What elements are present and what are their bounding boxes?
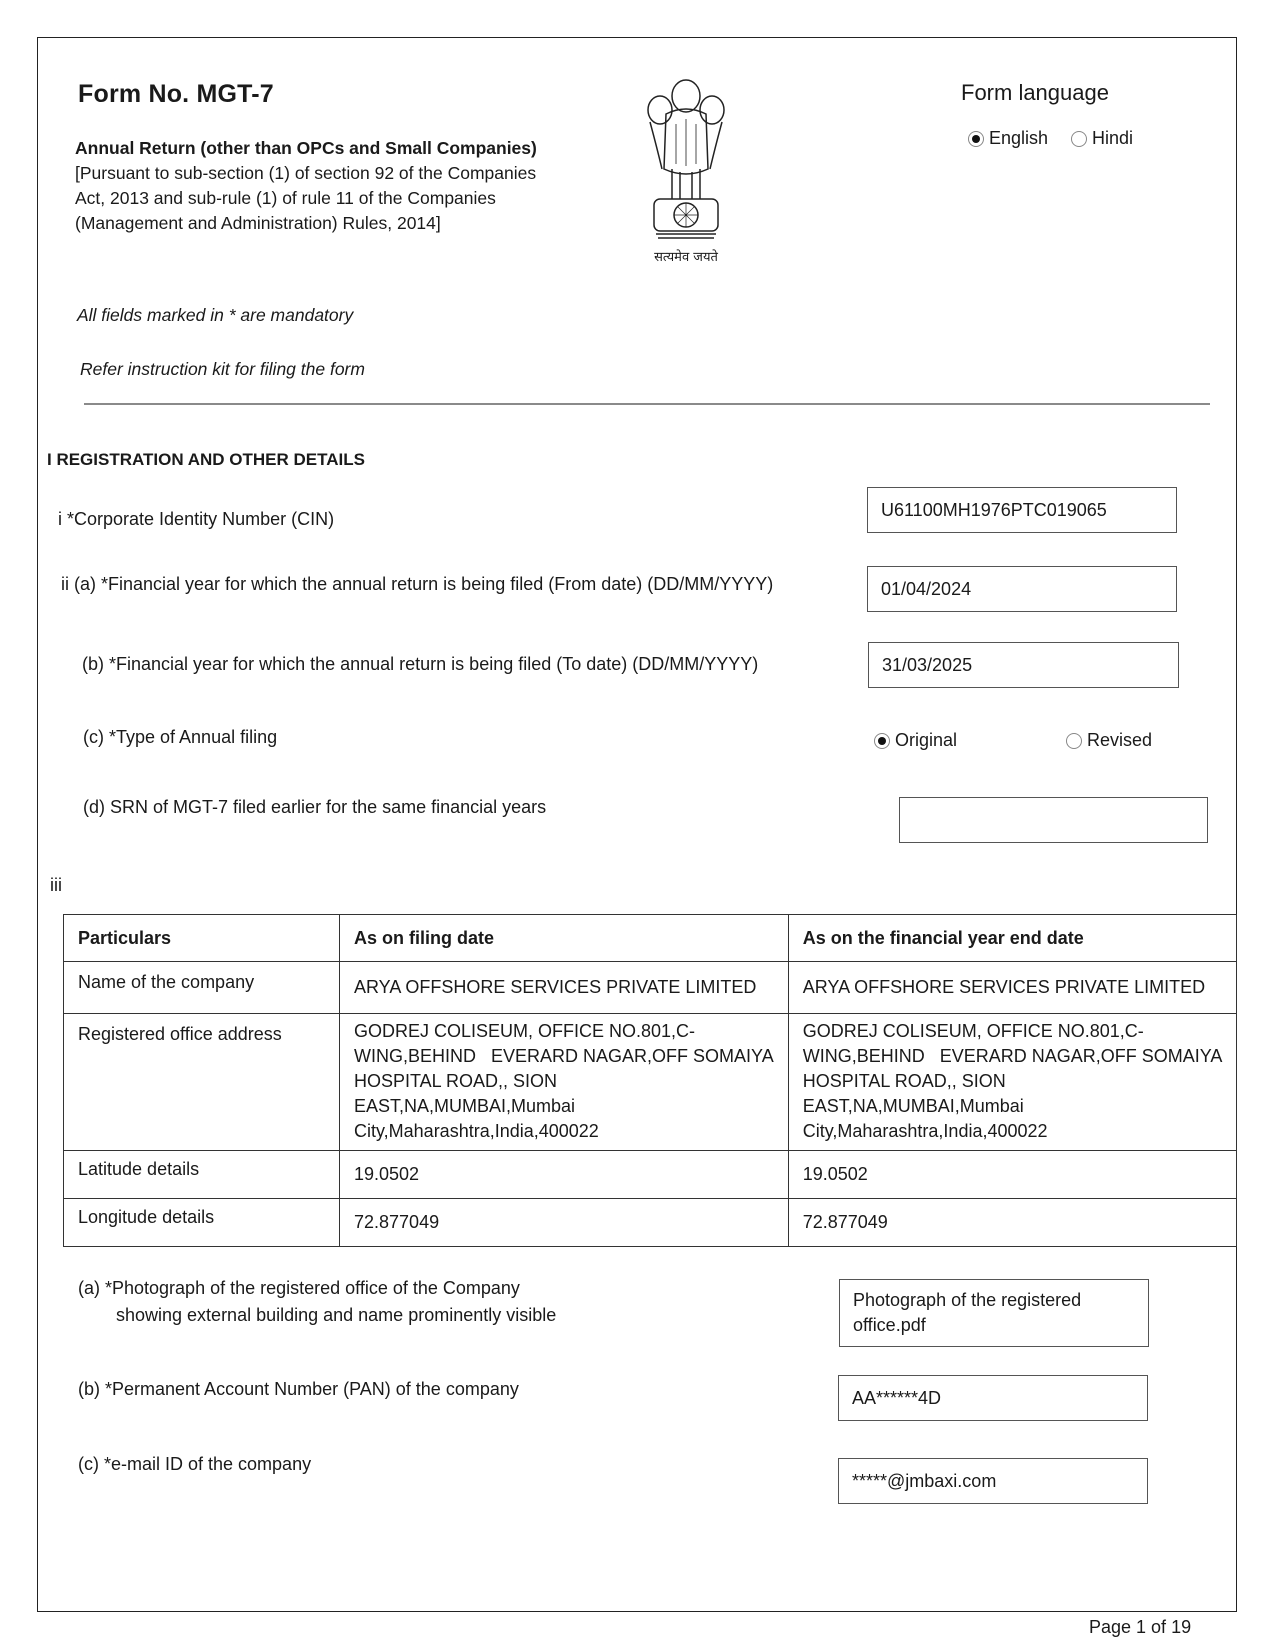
- address-line: GODREJ COLISEUM, OFFICE NO.801,C-: [802, 1021, 1144, 1041]
- header-divider: [84, 403, 1210, 405]
- radio-revised[interactable]: [1066, 733, 1082, 749]
- fy-end-cell: ARYA OFFSHORE SERVICES PRIVATE LIMITED: [788, 962, 1237, 1014]
- section-title: I REGISTRATION AND OTHER DETAILS: [47, 450, 365, 469]
- photo-label-line: showing external building and name prominently visible: [116, 1305, 557, 1325]
- instruction-note: Refer instruction kit for filing the form: [80, 359, 365, 379]
- fy-to-value: 31/03/2025: [882, 654, 973, 675]
- filing-option-revised[interactable]: [1066, 730, 1152, 751]
- address-line: GODREJ COLISEUM, OFFICE NO.801,C-: [354, 1021, 696, 1041]
- address-line: WING,BEHIND EVERARD NAGAR,OFF SOMAIYA: [802, 1046, 1223, 1066]
- filing-type-label: (c) *Type of Annual filing: [83, 727, 278, 747]
- fy-to-field[interactable]: [868, 642, 1179, 688]
- language-option-english[interactable]: [968, 128, 1048, 149]
- cin-label: i *Corporate Identity Number (CIN): [58, 509, 335, 529]
- form-language-title: Form language: [961, 80, 1109, 105]
- table-header-row: [64, 915, 1237, 962]
- radio-english[interactable]: [968, 131, 984, 147]
- pan-value: AA******4D: [852, 1387, 942, 1408]
- page-number: Page 1 of 19: [1089, 1617, 1192, 1637]
- photo-file-name: office.pdf: [853, 1315, 926, 1335]
- mandatory-note: All fields marked in * are mandatory: [77, 305, 354, 325]
- radio-hindi[interactable]: [1071, 131, 1087, 147]
- header-fy-end-date: As on the financial year end date: [788, 915, 1237, 962]
- form-title: Annual Return (other than OPCs and Small Companies): [75, 138, 537, 158]
- email-label: (c) *e-mail ID of the company: [78, 1454, 312, 1474]
- photo-label-line: (a) *Photograph of the registered office of the Company: [78, 1278, 520, 1298]
- radio-original[interactable]: [874, 733, 890, 749]
- pan-field[interactable]: [838, 1375, 1148, 1421]
- email-field[interactable]: [838, 1458, 1148, 1504]
- state-emblem-icon: [636, 74, 736, 264]
- email-value: *****@jmbaxi.com: [852, 1470, 997, 1491]
- photo-file-name: Photograph of the registered: [853, 1290, 1082, 1310]
- form-number-title: Form No. MGT-7: [78, 80, 274, 108]
- srn-label: (d) SRN of MGT-7 filed earlier for the same financial years: [83, 797, 547, 817]
- filing-original-label: Original: [895, 730, 958, 750]
- language-english-label: English: [989, 128, 1049, 148]
- filing-cell: 19.0502: [340, 1151, 789, 1199]
- photo-attachment-field[interactable]: [839, 1279, 1149, 1347]
- table-row: [64, 1151, 1237, 1199]
- filing-revised-label: Revised: [1087, 730, 1153, 750]
- fy-to-label: (b) *Financial year for which the annual return is being filed (To date) (DD/MM/YYYY): [82, 654, 759, 674]
- filing-cell: ARYA OFFSHORE SERVICES PRIVATE LIMITED: [340, 962, 789, 1014]
- particular-cell: Registered office address: [64, 1014, 340, 1151]
- photo-label: [78, 1275, 556, 1329]
- fy-from-field[interactable]: [867, 566, 1177, 612]
- fy-end-address-cell: [788, 1014, 1237, 1151]
- fy-end-cell: 72.877049: [788, 1199, 1237, 1247]
- table-row: [64, 962, 1237, 1014]
- table-row: [64, 1199, 1237, 1247]
- particular-cell: Latitude details: [64, 1151, 340, 1199]
- pan-label: (b) *Permanent Account Number (PAN) of the company: [78, 1379, 519, 1399]
- fy-from-label: ii (a) *Financial year for which the annual return is being filed (From date) (DD/MM/YYYY): [61, 574, 774, 594]
- filing-address-cell: [340, 1014, 789, 1151]
- address-line: HOSPITAL ROAD,, SION: [802, 1071, 1006, 1091]
- fy-from-value: 01/04/2024: [881, 578, 972, 599]
- filing-option-original[interactable]: [874, 730, 957, 751]
- address-line: WING,BEHIND EVERARD NAGAR,OFF SOMAIYA: [354, 1046, 774, 1066]
- filing-cell: 72.877049: [340, 1199, 789, 1247]
- address-line: EAST,NA,MUMBAI,Mumbai: [802, 1096, 1024, 1116]
- address-line: City,Maharashtra,India,400022: [354, 1121, 599, 1141]
- address-line: EAST,NA,MUMBAI,Mumbai: [354, 1096, 576, 1116]
- language-option-hindi[interactable]: [1071, 128, 1133, 149]
- company-details-table: [63, 914, 1237, 1247]
- header-filing-date: As on filing date: [340, 915, 789, 962]
- particular-cell: Name of the company: [64, 962, 340, 1014]
- form-description: [75, 136, 565, 236]
- cin-value: U61100MH1976PTC019065: [881, 499, 1107, 520]
- address-line: HOSPITAL ROAD,, SION: [354, 1071, 558, 1091]
- table-row: [64, 1014, 1237, 1151]
- fy-end-cell: 19.0502: [788, 1151, 1237, 1199]
- language-hindi-label: Hindi: [1092, 128, 1134, 148]
- item-iii-label: iii: [50, 875, 62, 895]
- srn-field[interactable]: [899, 797, 1208, 843]
- particular-cell: Longitude details: [64, 1199, 340, 1247]
- cin-field[interactable]: [867, 487, 1177, 533]
- header-particulars: Particulars: [64, 915, 340, 962]
- address-line: City,Maharashtra,India,400022: [802, 1121, 1048, 1141]
- emblem-caption: सत्यमेव जयते: [654, 250, 718, 265]
- pursuant-text: [Pursuant to sub-section (1) of section 92 of the Companies Act, 2013 and sub-rule (1) of rule 11 of the Companies (Management and Administration) Rules, 2014]: [75, 163, 537, 233]
